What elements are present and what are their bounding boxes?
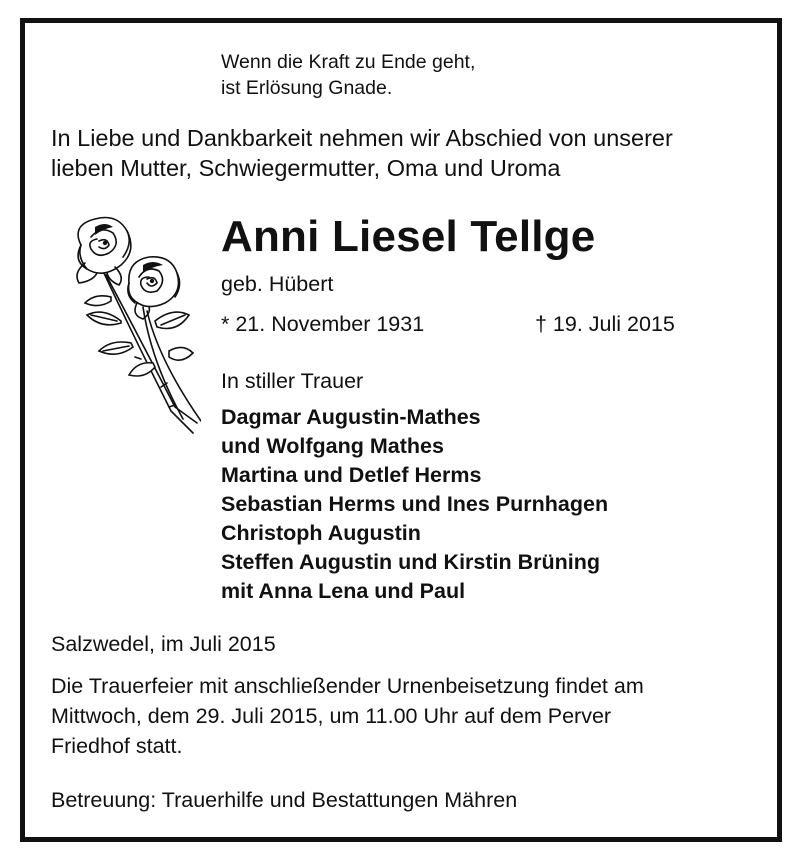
family-line: Christoph Augustin [221, 521, 421, 545]
death-date: † 19. Juli 2015 [535, 312, 675, 336]
birth-name: geb. Hübert [221, 272, 334, 296]
family-line: Steffen Augustin und Kirstin Brüning [221, 550, 601, 574]
obituary-card [20, 18, 782, 842]
funeral-line-1: Die Trauerfeier mit anschließender Urnenbeisetzung findet am [51, 674, 644, 698]
mourning-intro: In stiller Trauer [221, 369, 364, 393]
place-date: Salzwedel, im Juli 2015 [51, 632, 276, 656]
funeral-line-3: Friedhof statt. [51, 734, 183, 758]
deceased-name: Anni Liesel Tellge [221, 212, 596, 261]
family-line: Dagmar Augustin-Mathes [221, 405, 481, 429]
motto-line-2: ist Erlösung Gnade. [221, 77, 393, 99]
motto-line-1: Wenn die Kraft zu Ende geht, [221, 51, 476, 73]
rose-icon [51, 211, 201, 443]
family-line: und Wolfgang Mathes [221, 434, 444, 458]
funeral-line-2: Mittwoch, dem 29. Juli 2015, um 11.00 Uhr auf dem Perver [51, 704, 612, 728]
family-line: Sebastian Herms und Ines Purnhagen [221, 492, 609, 516]
intro-line-1: In Liebe und Dankbarkeit nehmen wir Abschied von unserer [51, 125, 673, 151]
family-line: Martina und Detlef Herms [221, 463, 482, 487]
intro-line-2: lieben Mutter, Schwiegermutter, Oma und Uroma [51, 155, 561, 181]
undertaker-note: Betreuung: Trauerhilfe und Bestattungen Mähren [51, 788, 518, 812]
family-line: mit Anna Lena und Paul [221, 579, 466, 603]
birth-date: * 21. November 1931 [221, 312, 425, 336]
